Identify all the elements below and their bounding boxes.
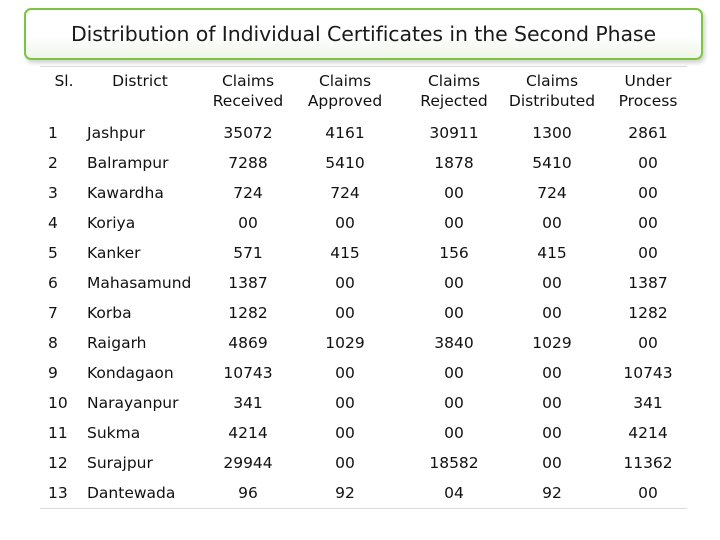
- under-process-cell: 1387: [628, 274, 668, 292]
- claims-distributed-cell: 1300: [532, 124, 572, 142]
- under-process-cell: 00: [638, 214, 658, 232]
- claims-distributed-cell: 00: [542, 304, 562, 322]
- sl-cell: 7: [48, 304, 58, 322]
- under-process-cell: 4214: [628, 424, 668, 442]
- claims-received-cell: 341: [233, 394, 263, 412]
- claims-approved-cell: 92: [335, 484, 355, 502]
- district-cell: Narayanpur: [87, 394, 179, 412]
- claims-approved-cell: 5410: [325, 154, 365, 172]
- claims-approved-cell: 4161: [325, 124, 365, 142]
- sl-cell: 4: [48, 214, 58, 232]
- claims-distributed-cell: 415: [537, 244, 567, 262]
- claims-approved-cell: 00: [335, 214, 355, 232]
- header-divider: [40, 66, 687, 67]
- claims-rejected-cell: 30911: [429, 124, 479, 142]
- under-process-cell: 00: [638, 184, 658, 202]
- claims-received-cell: 35072: [223, 124, 273, 142]
- claims-received-cell: 1282: [228, 304, 268, 322]
- sl-cell: 6: [48, 274, 58, 292]
- district-cell: Surajpur: [87, 454, 153, 472]
- header-sl: Sl.: [54, 72, 74, 90]
- district-cell: Dantewada: [87, 484, 176, 502]
- sl-cell: 13: [48, 484, 68, 502]
- claims-received-cell: 4214: [228, 424, 268, 442]
- sl-cell: 11: [48, 424, 68, 442]
- claims-distributed-cell: 724: [537, 184, 567, 202]
- under-process-cell: 2861: [628, 124, 668, 142]
- claims-distributed-cell: 5410: [532, 154, 572, 172]
- claims-distributed-cell: 1029: [532, 334, 572, 352]
- claims-rejected-cell: 00: [444, 364, 464, 382]
- header-district: District: [112, 72, 168, 90]
- header-claims-received-line2: Received: [212, 92, 284, 110]
- header-under-process-line2: Process: [618, 92, 678, 110]
- claims-approved-cell: 00: [335, 454, 355, 472]
- claims-approved-cell: 00: [335, 274, 355, 292]
- claims-received-cell: 4869: [228, 334, 268, 352]
- claims-received-cell: 96: [238, 484, 258, 502]
- header-claims-received: Claims: [221, 72, 275, 90]
- claims-received-cell: 1387: [228, 274, 268, 292]
- claims-distributed-cell: 00: [542, 214, 562, 232]
- header-claims-rejected-line2: Rejected: [420, 92, 488, 110]
- claims-approved-cell: 1029: [325, 334, 365, 352]
- sl-cell: 2: [48, 154, 58, 172]
- claims-rejected-cell: 00: [444, 184, 464, 202]
- header-claims-approved-line2: Approved: [307, 92, 383, 110]
- under-process-cell: 11362: [623, 454, 673, 472]
- claims-approved-cell: 724: [330, 184, 360, 202]
- header-claims-approved: Claims: [318, 72, 372, 90]
- header-claims-distributed: Claims: [525, 72, 579, 90]
- claims-rejected-cell: 00: [444, 394, 464, 412]
- district-cell: Kawardha: [87, 184, 164, 202]
- under-process-cell: 00: [638, 154, 658, 172]
- sl-cell: 8: [48, 334, 58, 352]
- under-process-cell: 00: [638, 334, 658, 352]
- claims-rejected-cell: 04: [444, 484, 464, 502]
- claims-distributed-cell: 00: [542, 424, 562, 442]
- title-banner: [24, 8, 703, 60]
- sl-cell: 10: [48, 394, 68, 412]
- sl-cell: 5: [48, 244, 58, 262]
- sl-cell: 12: [48, 454, 68, 472]
- claims-distributed-cell: 00: [542, 454, 562, 472]
- under-process-cell: 00: [638, 484, 658, 502]
- district-cell: Mahasamund: [87, 274, 192, 292]
- claims-rejected-cell: 1878: [434, 154, 474, 172]
- under-process-cell: 00: [638, 244, 658, 262]
- claims-rejected-cell: 3840: [434, 334, 474, 352]
- under-process-cell: 10743: [623, 364, 673, 382]
- claims-approved-cell: 00: [335, 364, 355, 382]
- district-cell: Balrampur: [87, 154, 169, 172]
- claims-approved-cell: 00: [335, 304, 355, 322]
- claims-rejected-cell: 18582: [429, 454, 479, 472]
- sl-cell: 3: [48, 184, 58, 202]
- claims-received-cell: 724: [233, 184, 263, 202]
- header-under-process: Under: [624, 72, 672, 90]
- district-cell: Kanker: [87, 244, 141, 262]
- claims-received-cell: 00: [238, 214, 258, 232]
- claims-rejected-cell: 156: [439, 244, 469, 262]
- claims-received-cell: 571: [233, 244, 263, 262]
- district-cell: Kondagaon: [87, 364, 174, 382]
- district-cell: Koriya: [87, 214, 136, 232]
- claims-approved-cell: 415: [330, 244, 360, 262]
- claims-rejected-cell: 00: [444, 304, 464, 322]
- claims-approved-cell: 00: [335, 424, 355, 442]
- footer-divider: [40, 508, 687, 509]
- claims-rejected-cell: 00: [444, 214, 464, 232]
- district-cell: Jashpur: [87, 124, 146, 142]
- claims-distributed-cell: 00: [542, 394, 562, 412]
- claims-approved-cell: 00: [335, 394, 355, 412]
- district-cell: Sukma: [87, 424, 141, 442]
- claims-distributed-cell: 00: [542, 364, 562, 382]
- district-cell: Korba: [87, 304, 132, 322]
- under-process-cell: 1282: [628, 304, 668, 322]
- header-claims-rejected: Claims: [427, 72, 481, 90]
- claims-rejected-cell: 00: [444, 424, 464, 442]
- header-claims-distributed-line2: Distributed: [508, 92, 596, 110]
- claims-rejected-cell: 00: [444, 274, 464, 292]
- under-process-cell: 341: [633, 394, 663, 412]
- claims-distributed-cell: 00: [542, 274, 562, 292]
- sl-cell: 9: [48, 364, 58, 382]
- district-cell: Raigarh: [87, 334, 147, 352]
- claims-received-cell: 7288: [228, 154, 268, 172]
- claims-received-cell: 10743: [223, 364, 273, 382]
- claims-received-cell: 29944: [223, 454, 273, 472]
- sl-cell: 1: [48, 124, 58, 142]
- page-title: Distribution of Individual Certificates in the Second Phase: [70, 22, 657, 46]
- claims-distributed-cell: 92: [542, 484, 562, 502]
